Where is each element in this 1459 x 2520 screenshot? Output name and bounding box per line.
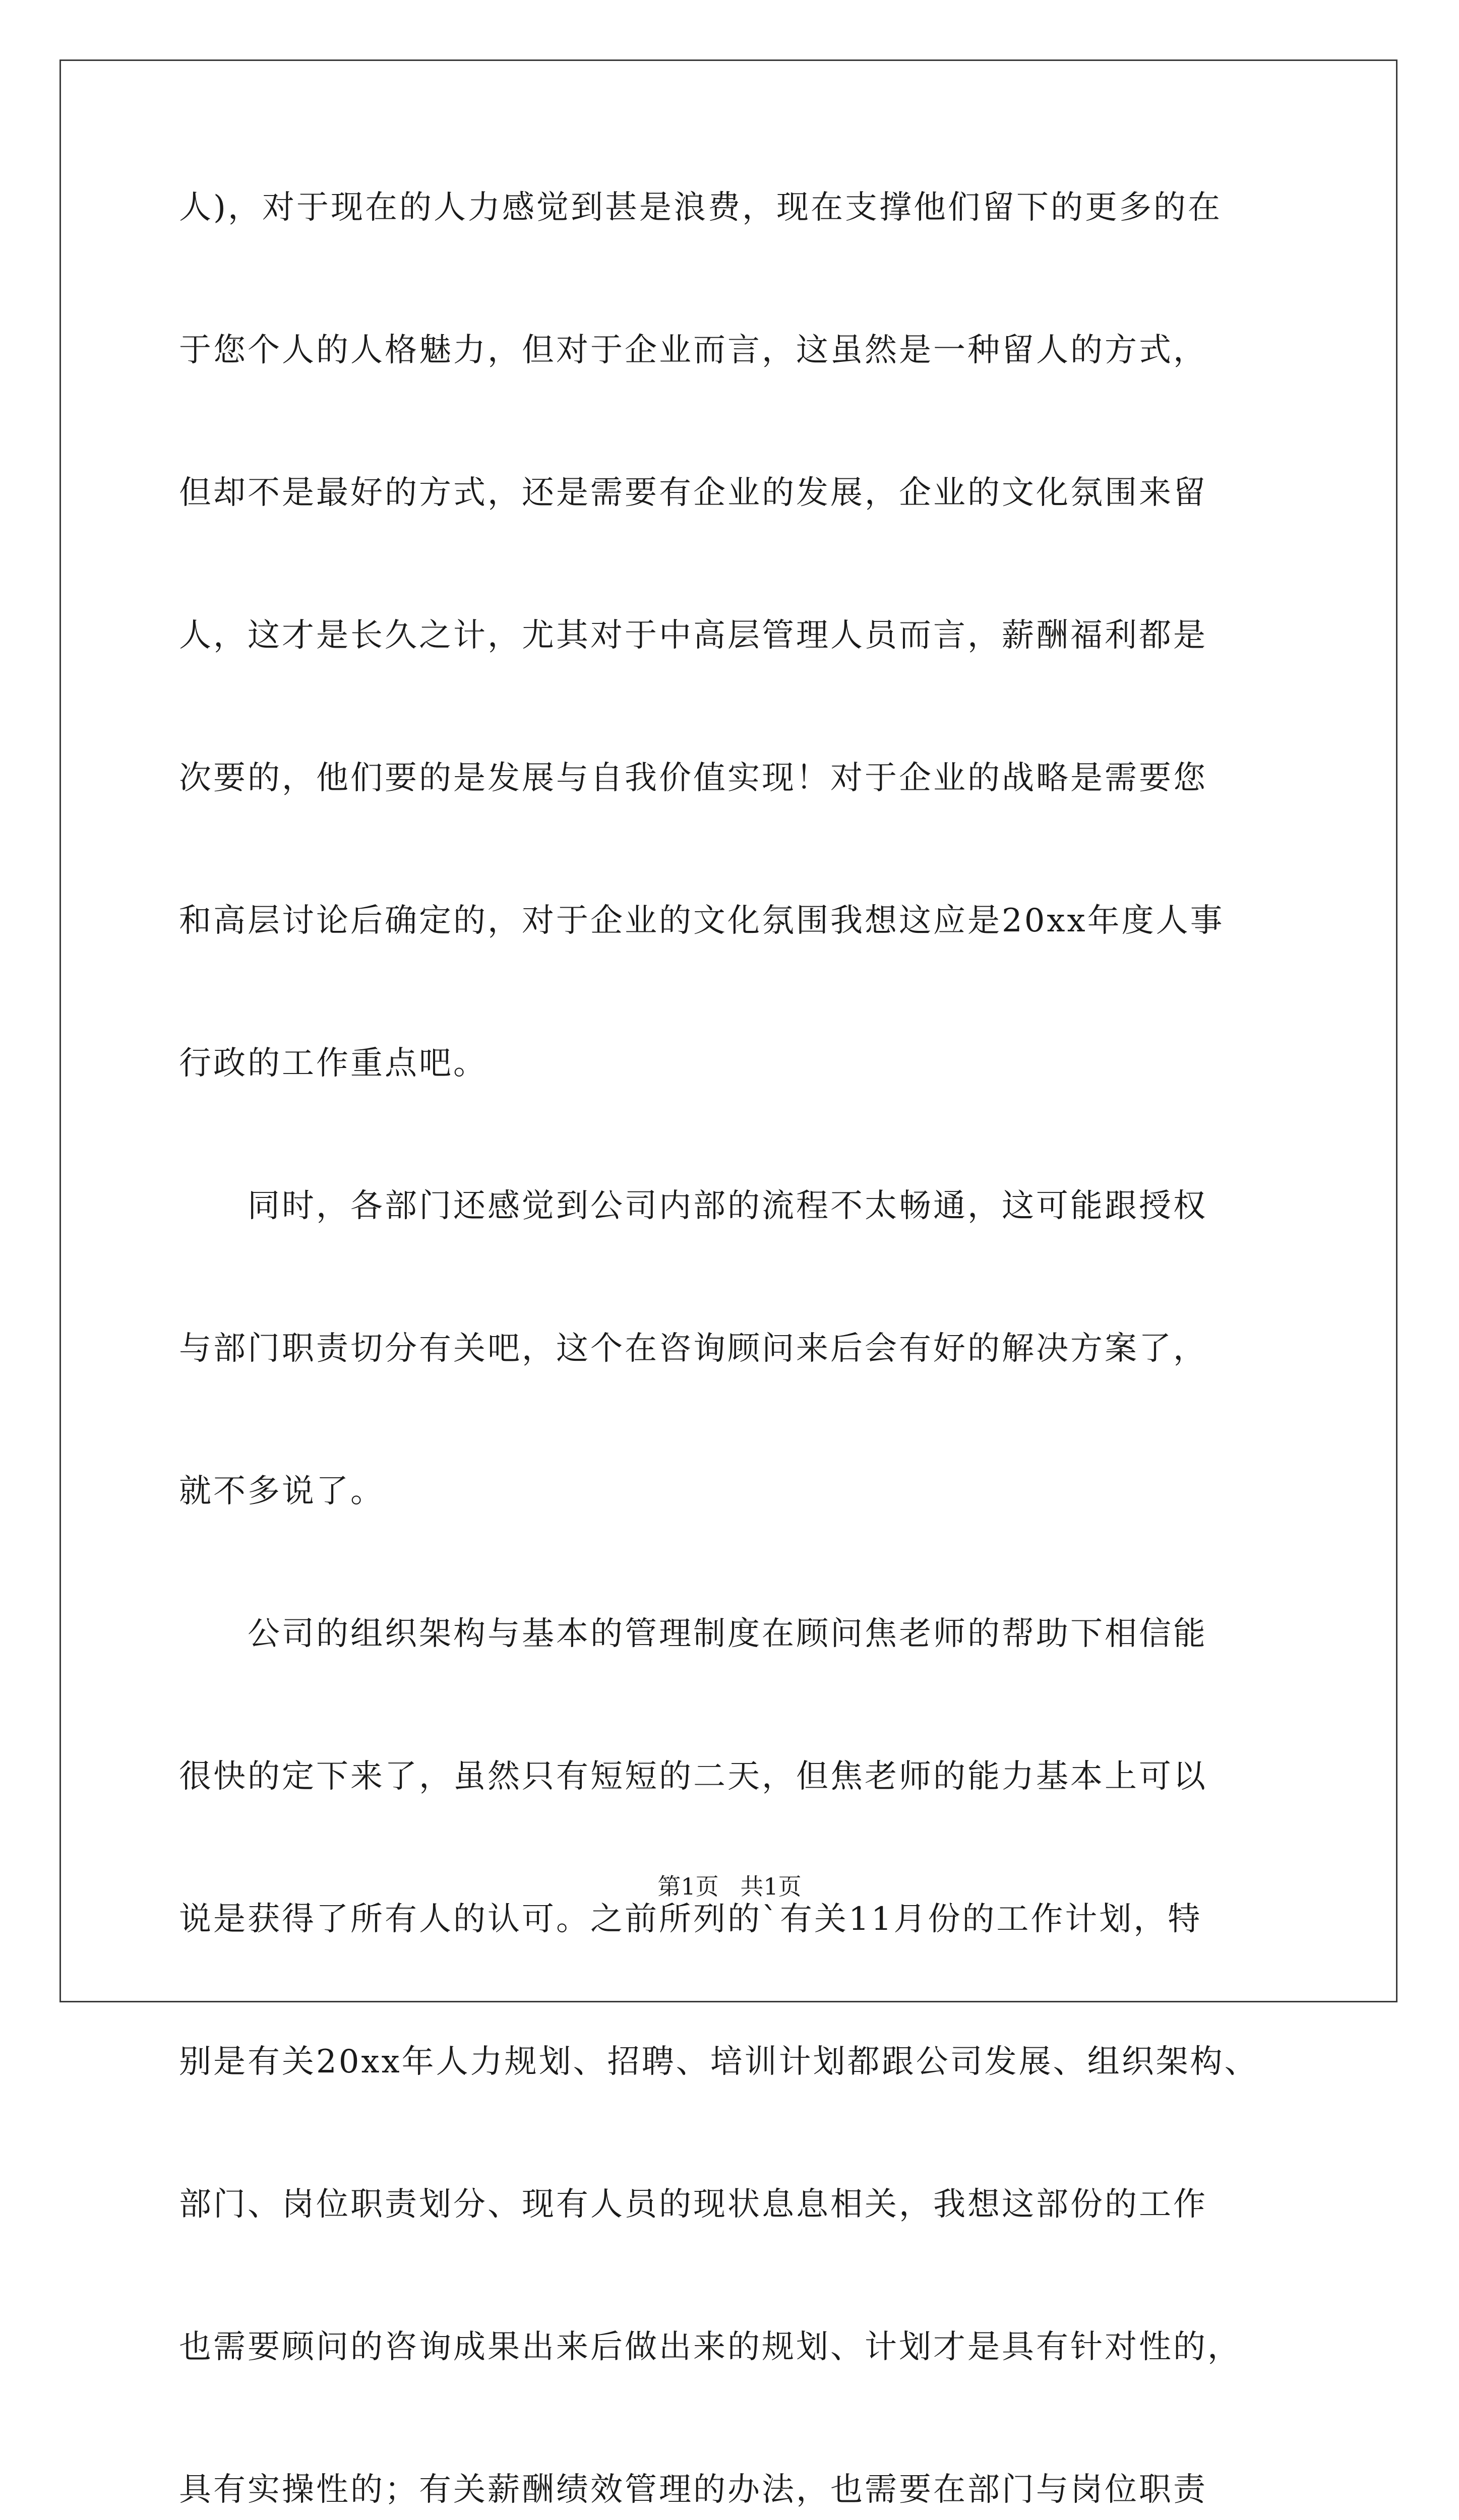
document-body (179, 189, 1288, 2520)
text-line: 说是获得了所有人的认可。之前所列的`有关11月份的工作计划，特 (179, 1901, 1202, 1938)
text-line: 公司的组织架构与基本的管理制度在顾问焦老师的帮助下相信能 (179, 1615, 1207, 1653)
text-line: 人，这才是长久之计，尤其对于中高层管理人员而言，薪酬福利都是 (179, 617, 1207, 654)
text-line: 次要的，他们要的是发展与自我价值实现！对于企业的战略是需要您 (179, 760, 1207, 797)
text-line: 别是有关20xx年人力规划、招聘、培训计划都跟公司发展、组织架构、 (179, 2043, 1259, 2081)
text-line: 很快的定下来了，虽然只有短短的二天，但焦老师的能力基本上可以 (179, 1758, 1207, 1795)
text-line: 也需要顾问的咨询成果出来后做出来的规划、计划才是具有针对性的， (179, 2328, 1242, 2366)
text-line: 行政的工作重点吧。 (179, 1045, 488, 1082)
text-line: 于您个人的人格魅力，但对于企业而言，这虽然是一种留人的方式， (179, 332, 1207, 369)
text-line: 具有实操性的；有关薪酬绩效管理的办法，也需要在部门与岗位职责 (179, 2471, 1207, 2508)
page-number-total: 共1页 (740, 1873, 802, 1900)
text-line: 与部门职责切分有关吧，这个在咨询顾问来后会有好的解决方案了， (179, 1330, 1207, 1367)
page-number-current: 第1页 (657, 1873, 719, 1900)
text-line: 部门、岗位职责划分、现有人员的现状息息相关，我想这部份的工作 (179, 2186, 1207, 2223)
text-line: 就不多说了。 (179, 1473, 385, 1510)
page-footer (0, 1875, 1459, 1898)
text-line: 人)，对于现在的人力感觉到甚是浪费，现在支撑他们留下的更多的在 (179, 189, 1222, 226)
text-line: 但却不是最好的方式，还是需要有企业的发展，企业的文化氛围来留 (179, 474, 1207, 512)
text-line: 同时，各部门还感觉到公司内部的流程不太畅通，这可能跟授权 (179, 1187, 1207, 1225)
text-line: 和高层讨论后确定的，对于企业的文化氛围我想这应是20xx年度人事 (179, 902, 1225, 939)
